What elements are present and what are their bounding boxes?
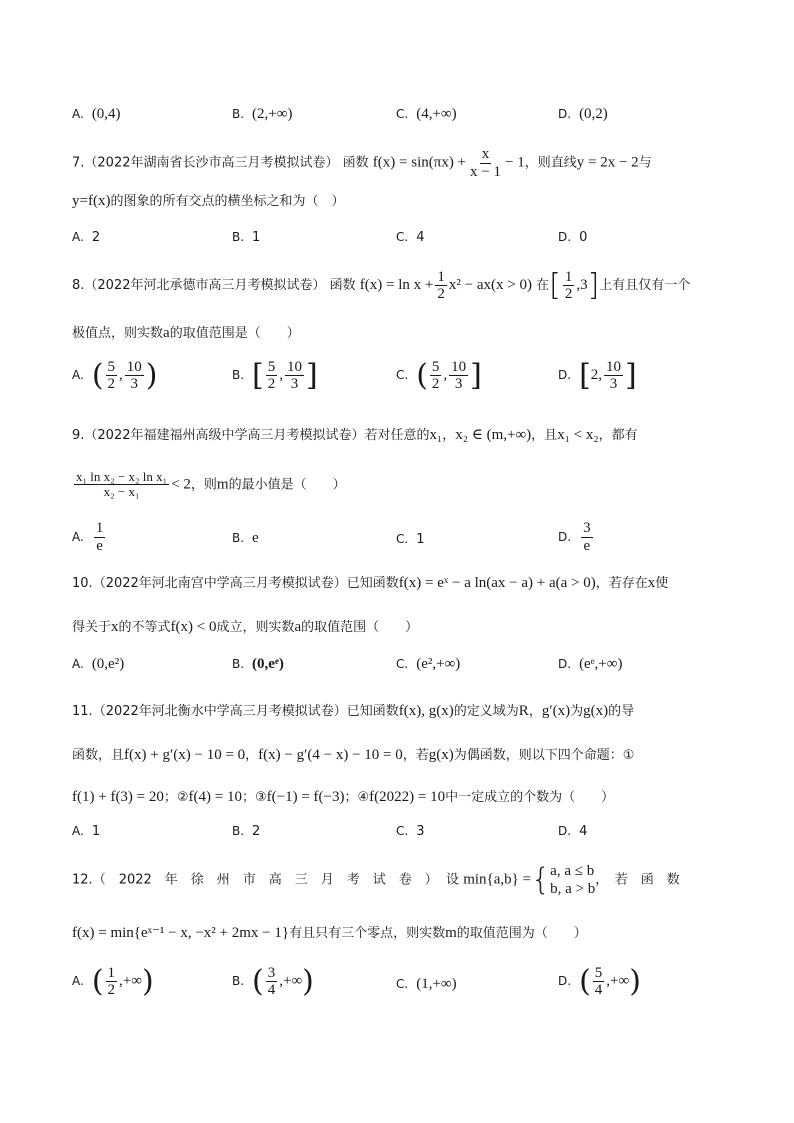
fraction xyxy=(285,359,304,393)
q9-stem-line1 xyxy=(72,424,734,444)
fraction xyxy=(581,520,593,554)
min-definition: min{a,b} = xyxy=(463,871,532,888)
left-bracket: [ xyxy=(252,358,264,393)
option-label: C. xyxy=(396,107,409,121)
stem-text: 函数，且 xyxy=(72,748,125,763)
option-value: (0,e²) xyxy=(91,656,125,672)
function-symbol: g(x) xyxy=(428,747,454,763)
fraction xyxy=(449,359,468,393)
option-value: (eᵉ,+∞) xyxy=(579,656,623,672)
stem-text: 的不等式 xyxy=(118,620,171,635)
option-label: C. xyxy=(396,532,409,546)
numerator: 5 xyxy=(594,964,603,981)
q8-option-a xyxy=(72,358,158,393)
q10-stem-line2 xyxy=(72,616,734,636)
right-bracket: ] xyxy=(625,358,637,393)
right-bracket: ] xyxy=(587,268,600,303)
proposition-2: f(4) = 10 xyxy=(188,789,242,805)
interval-tail: ,+∞ xyxy=(606,973,630,989)
option-value: 2 xyxy=(91,230,101,245)
fraction xyxy=(435,269,447,303)
formula-tail: − 1 xyxy=(505,154,525,171)
question-number: 8. xyxy=(72,278,85,293)
stem-text: 为 xyxy=(570,704,584,719)
option-value: (4,+∞) xyxy=(416,106,457,122)
inequality-fraction xyxy=(74,470,169,500)
question-number: 11. xyxy=(72,704,93,719)
q8-stem-line1 xyxy=(72,268,734,303)
option-label: A. xyxy=(72,230,84,244)
option-label: A. xyxy=(72,824,84,838)
option-label: C. xyxy=(396,824,409,838)
q6-option-a xyxy=(72,106,121,123)
option-value: 0 xyxy=(579,230,588,245)
fraction xyxy=(106,965,118,999)
option-label: A. xyxy=(72,974,84,988)
right-paren: ) xyxy=(302,964,314,999)
numerator: 1 xyxy=(437,268,445,285)
proposition-1: f(1) + f(3) = 20 xyxy=(72,789,164,805)
option-label: C. xyxy=(396,368,409,382)
denominator: 3 xyxy=(290,376,299,392)
right-paren: ) xyxy=(141,964,154,999)
option-label: D. xyxy=(558,529,572,544)
option-label: B. xyxy=(232,107,245,121)
comma: , xyxy=(119,367,123,383)
stem-text: 已知函数 xyxy=(346,704,399,719)
q6-option-b xyxy=(232,106,292,123)
denominator: 2 xyxy=(107,982,116,998)
stem-text: 函数 xyxy=(342,155,369,171)
fraction xyxy=(266,965,278,999)
q12-option-b xyxy=(232,964,314,999)
question-source: （2022年福建福州高级中学高三月考模拟试卷） xyxy=(84,428,365,443)
stem-text: 得关于 xyxy=(72,620,112,635)
derivative-symbol: g′(x) xyxy=(541,703,571,719)
denominator: 3 xyxy=(130,376,139,392)
q10-option-d xyxy=(558,656,622,673)
condition-formula: x₂ ∈ (m,+∞) xyxy=(455,427,532,443)
stem-text: ， xyxy=(442,428,456,443)
option-label: D. xyxy=(558,974,572,988)
fraction xyxy=(94,520,106,554)
variable: m xyxy=(445,925,457,941)
stem-text: 的取值范围是（ ） xyxy=(169,326,300,341)
stem-text: 极值点，则实数 xyxy=(72,326,164,341)
left-bracket: [ xyxy=(579,358,591,393)
stem-text: 的取值范围（ ） xyxy=(301,620,419,635)
denominator: 3 xyxy=(454,376,463,392)
question-number: 7. xyxy=(72,155,85,171)
variable: m xyxy=(216,476,229,493)
denominator: 3 xyxy=(609,376,618,392)
question-number: 10. xyxy=(72,576,93,591)
option-label: D. xyxy=(558,368,572,382)
denominator: x − 1 xyxy=(470,163,501,180)
denominator: x₂ − x₁ xyxy=(103,484,140,500)
denominator: 2 xyxy=(437,286,445,302)
comma: , xyxy=(443,367,448,383)
option-label: B. xyxy=(232,531,245,545)
q7-option-b xyxy=(232,230,260,245)
option-label: D. xyxy=(558,824,572,838)
piecewise-cases xyxy=(550,862,595,898)
equation: f(x) − g′(4 − x) − 10 = 0 xyxy=(258,747,403,763)
fraction xyxy=(604,359,623,393)
right-bracket: ] xyxy=(306,358,318,393)
option-value: (0,eᵉ) xyxy=(252,656,284,672)
numerator: 10 xyxy=(287,358,303,375)
stem-text: ，都有 xyxy=(598,428,638,443)
option-label: B. xyxy=(232,230,245,244)
variable: a xyxy=(294,619,302,635)
function-symbol: g(x) xyxy=(583,703,609,719)
stem-text: ， xyxy=(245,748,259,763)
q11-stem-line2 xyxy=(72,744,734,764)
q9-option-c xyxy=(396,532,424,547)
q11-option-b xyxy=(232,824,260,839)
denominator: 2 xyxy=(107,376,116,392)
stem-text: 设 xyxy=(446,872,460,888)
function-formula: f(x) = sin(πx) + xyxy=(372,154,467,171)
function-formula: x² − ax(x > 0) xyxy=(448,277,532,293)
condition-formula: x₁ < x₂ xyxy=(557,427,599,443)
q9-option-b xyxy=(232,530,259,547)
stem-text: 的定义域为 xyxy=(453,704,519,719)
numerator: 1 xyxy=(95,520,104,536)
stem-text: ；③ xyxy=(242,790,267,805)
q12-option-c xyxy=(396,976,457,993)
stem-text: 为偶函数，则以下四个命题：① xyxy=(453,748,635,763)
option-value: (0,4) xyxy=(91,106,121,122)
stem-text: 与 xyxy=(638,155,652,171)
stem-text: 成立，则实数 xyxy=(216,620,295,635)
stem-text: 使 xyxy=(655,576,669,591)
stem-text: ，且 xyxy=(531,428,558,443)
function-formula: f(x) = ln x + xyxy=(359,277,434,293)
option-value: 1 xyxy=(91,824,101,839)
option-value: (0,2) xyxy=(579,106,608,122)
fraction xyxy=(593,965,605,999)
stem-text: ，若 xyxy=(402,748,429,763)
option-label: B. xyxy=(232,368,245,382)
left-paren: ( xyxy=(416,358,428,393)
function-formula: f(x) = eˣ − a ln(ax − a) + a(a > 0) xyxy=(398,575,596,591)
question-number: 9. xyxy=(72,428,85,443)
inequality-rhs: < 2 xyxy=(171,476,191,493)
stem-text: ，则直线 xyxy=(524,155,577,171)
domain-symbol: R xyxy=(518,703,529,719)
stem-text: 中一定成立的个数为（ ） xyxy=(445,790,615,805)
numerator: x xyxy=(481,146,490,162)
numerator: 3 xyxy=(267,964,276,981)
denominator: 4 xyxy=(267,982,276,998)
left-paren: ( xyxy=(91,358,104,393)
question-source: （2022年湖南省长沙市高三月考模拟试卷） xyxy=(84,155,339,171)
question-source: （2022年河北衡水中学高三月考模拟试卷） xyxy=(92,704,347,719)
q9-option-a xyxy=(72,520,107,554)
left-paren: ( xyxy=(91,964,104,999)
q12-option-d xyxy=(558,964,641,999)
numerator: 5 xyxy=(107,358,116,375)
fraction xyxy=(106,359,118,393)
q7-stem-line2 xyxy=(72,190,734,210)
q8-option-d xyxy=(558,358,637,393)
variable: x xyxy=(647,575,656,591)
denominator: e xyxy=(583,537,591,554)
fraction xyxy=(563,269,575,303)
option-label: D. xyxy=(558,657,572,671)
comma: , xyxy=(279,367,284,383)
option-value: 1 xyxy=(252,230,261,245)
case-2: b, a > b xyxy=(550,881,596,897)
interval-start: 2, xyxy=(590,367,603,383)
option-label: A. xyxy=(72,529,84,544)
q7-option-a xyxy=(72,230,100,245)
numerator: 5 xyxy=(431,358,440,375)
numerator: 3 xyxy=(583,520,591,536)
proposition-4: f(2022) = 10 xyxy=(369,789,446,805)
variable: a xyxy=(163,325,170,341)
denominator: 2 xyxy=(431,376,440,392)
option-label: C. xyxy=(396,657,409,671)
option-value: 2 xyxy=(252,824,261,839)
q6-option-c xyxy=(396,106,457,123)
option-label: A. xyxy=(72,368,84,382)
q12-stem-line2 xyxy=(72,922,734,942)
q12-stem-line1 xyxy=(72,862,734,898)
numerator: 1 xyxy=(564,268,573,285)
left-brace: { xyxy=(531,862,551,898)
option-label: B. xyxy=(232,824,245,838)
stem-text: 若对任意的 xyxy=(364,428,430,443)
stem-text: ，则 xyxy=(190,477,217,493)
stem-text: 上有且仅有一个 xyxy=(599,278,691,293)
option-label: B. xyxy=(232,974,245,988)
function-names: f(x), g(x) xyxy=(398,703,454,719)
q11-option-d xyxy=(558,824,587,839)
numerator: 10 xyxy=(606,358,622,375)
q11-stem-line3 xyxy=(72,786,734,806)
q9-option-d xyxy=(558,520,595,554)
option-label: C. xyxy=(396,977,409,991)
option-value: 1 xyxy=(416,532,425,547)
stem-text: 的导 xyxy=(608,704,635,719)
stem-text: 有且只有三个零点，则实数 xyxy=(289,926,446,941)
case-1: a, a ≤ b xyxy=(550,863,595,879)
numerator: 10 xyxy=(451,358,467,375)
q10-option-b xyxy=(232,656,284,673)
q10-option-a xyxy=(72,656,124,673)
q7-option-c xyxy=(396,230,424,245)
stem-text: ；② xyxy=(163,790,189,805)
option-value: 3 xyxy=(416,824,425,839)
option-label: A. xyxy=(72,107,84,121)
stem-text: ；④ xyxy=(344,790,370,805)
proposition-3: f(−1) = f(−3) xyxy=(266,789,345,805)
denominator: 4 xyxy=(594,982,603,998)
q11-option-a xyxy=(72,824,100,839)
fraction xyxy=(430,359,442,393)
option-value: 4 xyxy=(579,824,588,839)
option-value: (e²,+∞) xyxy=(416,656,461,672)
right-paren: ) xyxy=(629,964,641,999)
numerator: 10 xyxy=(126,358,142,375)
stem-text: ， 若 函 数 xyxy=(595,872,680,888)
equation: f(x) + g′(x) − 10 = 0 xyxy=(124,747,246,763)
stem-text: ， xyxy=(528,704,542,719)
option-label: B. xyxy=(232,657,245,671)
numerator: 5 xyxy=(267,358,276,375)
option-label: D. xyxy=(558,230,572,244)
option-label: D. xyxy=(558,107,572,121)
option-label: A. xyxy=(72,657,84,671)
option-value: 4 xyxy=(416,230,425,245)
q8-option-b xyxy=(232,358,318,393)
q10-option-c xyxy=(396,656,460,673)
function-formula: f(x) = min{eˣ⁻¹ − x, −x² + 2mx − 1} xyxy=(72,925,290,941)
option-value: e xyxy=(252,530,259,546)
fraction xyxy=(125,359,144,393)
variable: x₁ xyxy=(429,427,443,443)
option-value: (2,+∞) xyxy=(252,106,293,122)
left-bracket: [ xyxy=(549,268,561,303)
q7-option-d xyxy=(558,230,587,245)
question-source: （ 2022 年 徐 州 市 高 三 月 考 试 卷 ） xyxy=(92,872,438,888)
line-formula: y = 2x − 2 xyxy=(576,154,639,171)
right-paren: ) xyxy=(145,358,158,393)
stem-text: 在 xyxy=(536,278,550,293)
q9-stem-line2 xyxy=(72,470,734,500)
line-formula: y=f(x) xyxy=(72,193,111,209)
question-source: （2022年河北南宫中学高三月考模拟试卷） xyxy=(92,576,347,591)
q7-stem-line1 xyxy=(72,146,734,180)
denominator: 2 xyxy=(267,376,276,392)
q11-stem-line1 xyxy=(72,700,734,720)
left-paren: ( xyxy=(579,964,591,999)
stem-text: 的取值范围为（ ） xyxy=(456,926,587,941)
variable: x xyxy=(111,619,119,635)
denominator: 2 xyxy=(564,286,573,302)
fraction xyxy=(468,146,503,180)
stem-text: 的最小值是（ ） xyxy=(228,477,346,493)
question-source: （2022年河北承德市高三月考模拟试卷） xyxy=(84,278,326,293)
interval-end: ,3 xyxy=(576,277,588,293)
inequality-formula: f(x) < 0 xyxy=(170,619,217,635)
interval-tail: ,+∞ xyxy=(279,973,303,989)
stem-text: 的图象的所有交点的横坐标之和为（ ） xyxy=(110,194,345,209)
q6-option-d xyxy=(558,106,608,123)
question-number: 12. xyxy=(72,872,93,888)
q11-option-c xyxy=(396,824,424,839)
stem-text: 函数 xyxy=(329,278,356,293)
q12-option-a xyxy=(72,964,154,999)
fraction xyxy=(266,359,278,393)
numerator: x₁ ln x₂ − x₂ ln x₁ xyxy=(76,469,168,484)
denominator: e xyxy=(96,537,103,554)
left-paren: ( xyxy=(252,964,264,999)
option-value: (1,+∞) xyxy=(416,976,457,992)
q8-stem-line2 xyxy=(72,322,734,342)
right-bracket: ] xyxy=(470,358,482,393)
option-label: C. xyxy=(396,230,409,244)
q8-option-c xyxy=(396,358,482,393)
stem-text: ，若存在 xyxy=(595,576,648,591)
interval-tail: ,+∞ xyxy=(119,973,142,989)
q10-stem-line1 xyxy=(72,572,734,592)
numerator: 1 xyxy=(107,964,116,981)
stem-text: 已知函数 xyxy=(346,576,399,591)
